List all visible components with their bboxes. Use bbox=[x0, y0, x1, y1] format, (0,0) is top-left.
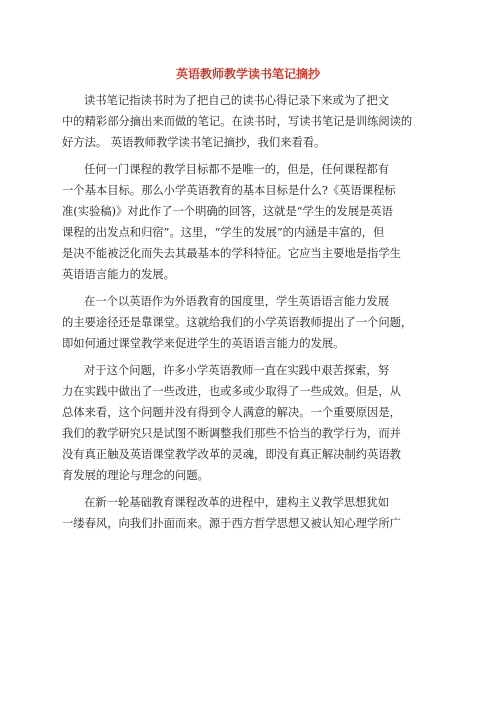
body-line: 总体来看，这个问题并没有得到令人满意的解决。一个重要原因是， bbox=[62, 406, 401, 419]
body-line: 中的精彩部分摘出来而做的笔记。在读书时，写读书笔记是训练阅读的 bbox=[62, 115, 413, 128]
body-line: 是决不能被泛化而失去其最基本的学科特征。它应当主要地是指学生 bbox=[62, 247, 401, 260]
body-line: 育发展的理论与理念的问题。 bbox=[62, 469, 209, 482]
body-line: 英语语言能力的发展。 bbox=[62, 268, 175, 281]
body-line: 一个基本目标。那么小学英语教育的基本目标是什么?《英语课程标 bbox=[62, 184, 396, 197]
body-line: 力在实践中做出了一些改进，也或多或少取得了一些成效。但是，从 bbox=[62, 385, 401, 398]
body-line: 任何一门课程的教学目标都不是唯一的，但是，任何课程都有 bbox=[84, 163, 390, 176]
body-line: 一缕春风，向我们扑面而来。源于西方哲学思想又被认知心理学所广 bbox=[62, 517, 401, 530]
body-line: 好方法。 英语教师教学读书笔记摘抄，我们来看看。 bbox=[62, 136, 326, 149]
body-line: 在一个以英语作为外语教育的国度里，学生英语语言能力发展 bbox=[84, 295, 390, 308]
body-line: 的主要途径还是靠课堂。这就给我们的小学英语教师提出了一个问题， bbox=[62, 316, 413, 329]
body-line: 没有真正触及英语课堂教学改革的灵魂，即没有真正解决制约英语教 bbox=[62, 448, 401, 461]
document-title: 英语教师教学读书笔记摘抄 bbox=[175, 67, 320, 81]
body-line: 我们的教学研究只是试图不断调整我们那些不恰当的教学行为，而并 bbox=[62, 427, 401, 440]
body-line: 准(实验稿)》对此作了一个明确的回答，这就是“学生的发展是英语 bbox=[62, 205, 393, 218]
body-line: 读书笔记指读书时为了把自己的读书心得记录下来或为了把文 bbox=[84, 94, 390, 107]
body-line: 课程的出发点和归宿”。这里，“学生的发展”的内涵是丰富的，但 bbox=[62, 226, 385, 239]
body-line: 在新一轮基础教育课程改革的进程中，建构主义教学思想犹如 bbox=[84, 496, 390, 509]
body-line: 对于这个问题，许多小学英语教师一直在实践中艰苦探索，努 bbox=[84, 364, 390, 377]
body-line: 即如何通过课堂教学来促进学生的英语语言能力的发展。 bbox=[62, 337, 345, 350]
